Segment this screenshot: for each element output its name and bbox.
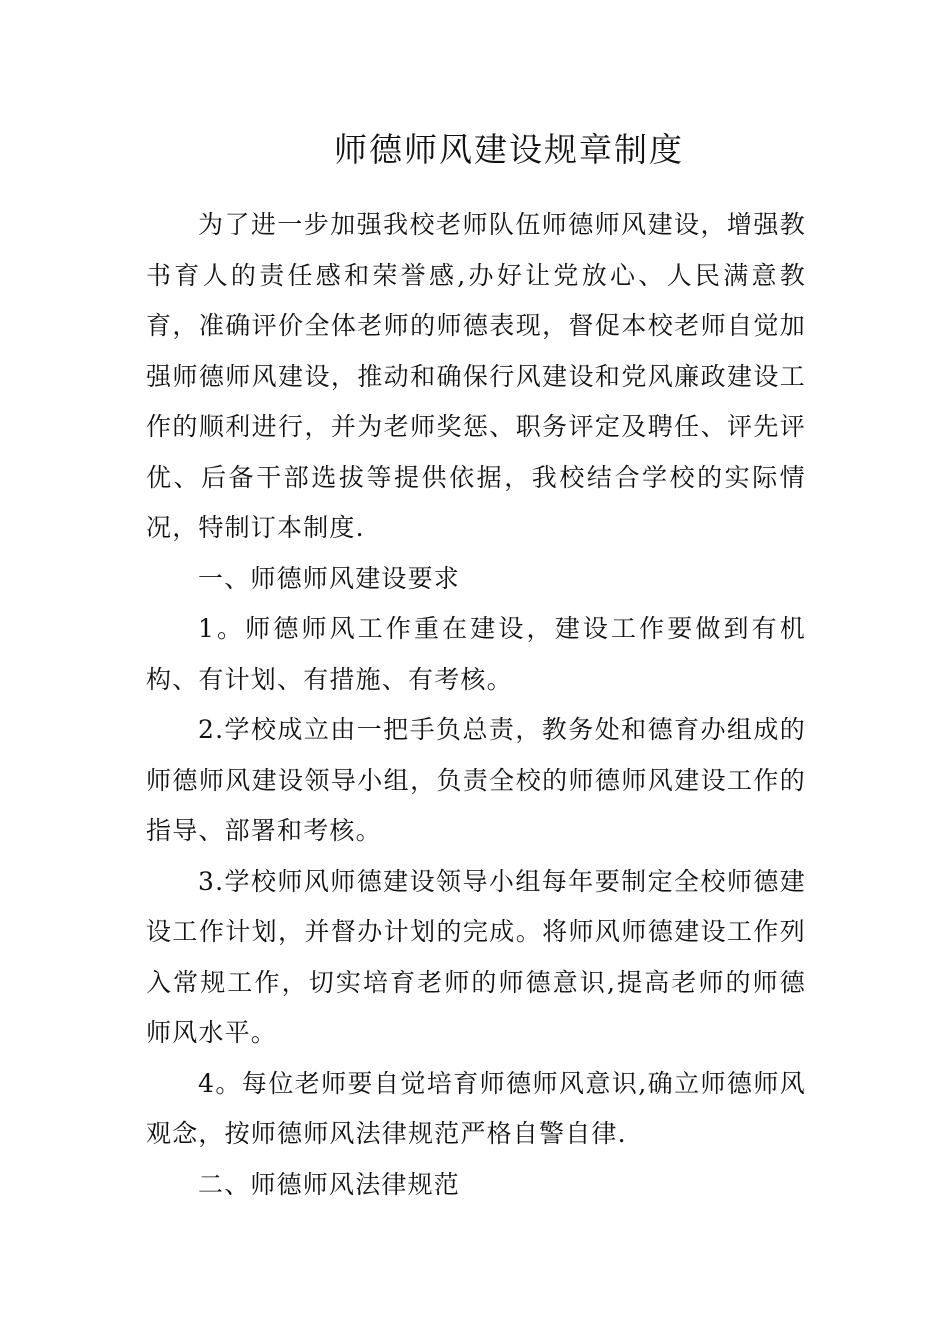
- section-heading-requirements: 一、师德师风建设要求: [198, 563, 461, 593]
- document-body: [146, 200, 806, 1210]
- requirement-item-4: 4。每位老师要自觉培育师德师风意识,确立师德师风观念，按师德师风法律规范严格自警自律.: [146, 1068, 806, 1148]
- requirement-item-3: 3.学校师风师德建设领导小组每年要制定全校师德建设工作计划，并督办计划的完成。将师风师德建设工作列入常规工作，切实培育老师的师德意识,提高老师的师德师风水平。: [146, 866, 806, 1047]
- document-title: 师德师风建设规章制度: [334, 130, 684, 169]
- requirement-item-2: 2.学校成立由一把手负总责，教务处和德育办组成的师德师风建设领导小组，负责全校的师德师风建设工作的指导、部署和考核。: [146, 715, 806, 845]
- requirement-item-1: 1。师德师风工作重在建设，建设工作要做到有机构、有计划、有措施、有考核。: [146, 614, 806, 694]
- section-heading-norms: 二、师德师风法律规范: [198, 1169, 461, 1199]
- intro-paragraph: 为了进一步加强我校老师队伍师德师风建设，增强教书育人的责任感和荣誉感,办好让党放心、人民满意教育，准确评价全体老师的师德表现，督促本校老师自觉加强师德师风建设，推动和确保行风建设和党风廉政建设工作的顺利进行，并为老师奖惩、职务评定及聘任、评先评优、后备干部选拔等提供依据，我校结合学校的实际情况，特制订本制度.: [146, 210, 806, 542]
